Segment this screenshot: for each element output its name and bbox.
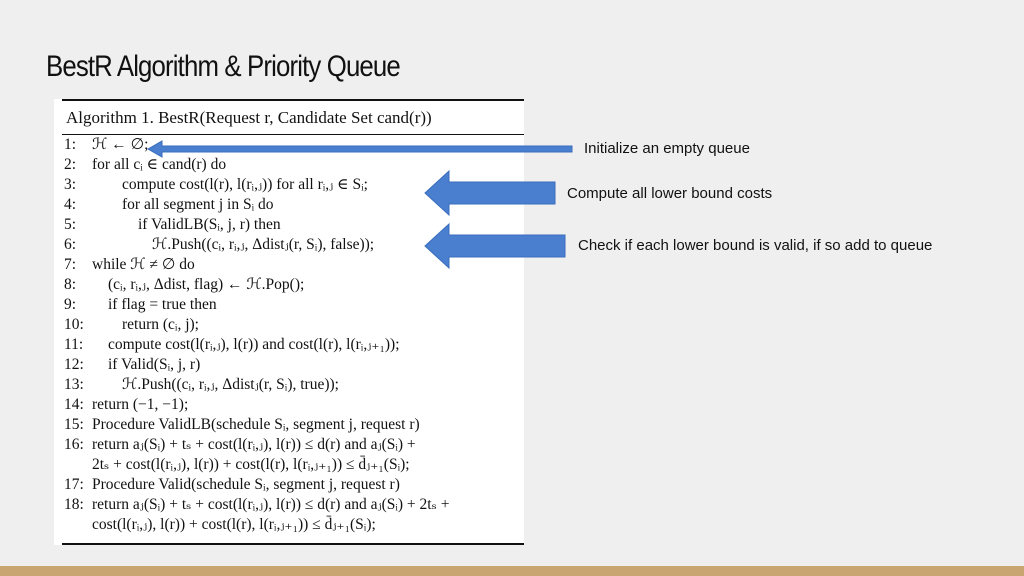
annotation-text: Initialize an empty queue xyxy=(584,140,750,157)
line-number: 17: xyxy=(64,476,84,493)
algo-line-6 xyxy=(64,235,374,255)
algo-line-7 xyxy=(64,255,195,275)
algo-line-10 xyxy=(64,315,199,335)
slide-title: BestR Algorithm & Priority Queue xyxy=(46,50,400,83)
algo-line-8 xyxy=(64,275,304,295)
line-code: if Valid(Sᵢ, j, r) xyxy=(108,356,201,373)
annotation-text: Compute all lower bound costs xyxy=(567,185,773,202)
line-code: return aⱼ(Sᵢ) + tₛ + cost(l(rᵢ,ⱼ), l(r)) ≤ d(r) and aⱼ(Sᵢ) + 2tₛ + xyxy=(92,496,450,513)
line-code: Procedure Valid(schedule Sᵢ, segment j, request r) xyxy=(92,476,400,493)
algo-line-18-cont xyxy=(64,515,376,535)
algo-line-14 xyxy=(64,395,188,415)
line-number: 6: xyxy=(64,236,77,253)
line-number: 1: xyxy=(64,136,77,153)
line-code: for all segment j in Sᵢ do xyxy=(122,196,274,213)
arrow-left-icon xyxy=(425,224,565,268)
line-number: 14: xyxy=(64,396,84,413)
algo-line-3 xyxy=(64,175,368,195)
line-code: Procedure ValidLB(schedule Sᵢ, segment j, request r) xyxy=(92,416,420,433)
line-code: while ℋ ≠ ∅ do xyxy=(92,256,195,273)
algo-line-4 xyxy=(64,195,274,215)
line-number: 9: xyxy=(64,296,77,313)
line-number: 11: xyxy=(64,336,84,353)
algo-line-17 xyxy=(64,475,400,495)
line-number: 5: xyxy=(64,216,77,233)
algo-line-15 xyxy=(64,415,420,435)
line-number: 7: xyxy=(64,256,77,273)
line-code: compute cost(l(r), l(rᵢ,ⱼ)) for all rᵢ,ⱼ ∈ Sᵢ; xyxy=(122,176,368,193)
line-code: return (cᵢ, j); xyxy=(122,316,199,333)
arrow-left-icon xyxy=(425,171,555,215)
algo-line-1 xyxy=(64,135,148,155)
bottom-accent-bar xyxy=(0,566,1024,576)
algo-line-12 xyxy=(64,355,200,375)
line-code: cost(l(rᵢ,ⱼ), l(r)) + cost(l(r), l(rᵢ,ⱼ₊₁)) ≤ d̄ⱼ₊₁(Sᵢ); xyxy=(92,516,376,533)
line-number: 2: xyxy=(64,156,77,173)
algo-line-18 xyxy=(64,495,449,515)
algo-line-11 xyxy=(64,335,400,355)
algo-line-16-cont xyxy=(64,455,410,475)
arrow-left-icon xyxy=(148,141,572,157)
line-code: for all cᵢ ∈ cand(r) do xyxy=(92,156,227,173)
line-number: 3: xyxy=(64,176,77,193)
algo-line-13 xyxy=(64,375,339,395)
annotation-compute-costs xyxy=(567,185,772,202)
line-code: 2tₛ + cost(l(rᵢ,ⱼ), l(r)) + cost(l(r), l(rᵢ,ⱼ₊₁)) ≤ d̄ⱼ₊₁(Sᵢ); xyxy=(92,456,410,473)
line-code: return aⱼ(Sᵢ) + tₛ + cost(l(rᵢ,ⱼ), l(r)) ≤ d(r) and aⱼ(Sᵢ) + xyxy=(92,436,416,453)
annotation-text: Check if each lower bound is valid, if so add to queue xyxy=(578,237,933,254)
line-code: compute cost(l(rᵢ,ⱼ), l(r)) and cost(l(r), l(rᵢ,ⱼ₊₁)); xyxy=(108,336,400,353)
line-number: 12: xyxy=(64,356,84,373)
annotation-initialize-queue xyxy=(584,140,750,157)
algorithm-box xyxy=(54,99,524,545)
line-code: if ValidLB(Sᵢ, j, r) then xyxy=(138,216,281,233)
line-number: 10: xyxy=(64,316,84,333)
line-number: 16: xyxy=(64,436,84,453)
line-code: ℋ.Push((cᵢ, rᵢ,ⱼ, Δdistⱼ(r, Sᵢ), false)); xyxy=(152,236,375,253)
algo-line-16 xyxy=(64,435,416,455)
bottom-rule xyxy=(62,543,524,545)
line-code: if flag = true then xyxy=(108,296,217,313)
line-number: 15: xyxy=(64,416,84,433)
line-code: ℋ.Push((cᵢ, rᵢ,ⱼ, Δdistⱼ(r, Sᵢ), true)); xyxy=(122,376,339,393)
line-number: 13: xyxy=(64,376,84,393)
line-number: 8: xyxy=(64,276,77,293)
algo-line-5 xyxy=(64,215,281,235)
line-code: return (−1, −1); xyxy=(92,396,189,413)
algorithm-header: Algorithm 1. BestR(Request r, Candidate Set cand(r)) xyxy=(66,108,432,127)
line-code: ℋ ← ∅; xyxy=(92,136,149,153)
top-rule xyxy=(62,99,524,101)
algo-line-2 xyxy=(64,155,226,175)
line-number: 4: xyxy=(64,196,77,213)
algo-line-9 xyxy=(64,295,217,315)
line-code: (cᵢ, rᵢ,ⱼ, Δdist, flag) ← ℋ.Pop(); xyxy=(108,276,305,293)
annotation-check-valid xyxy=(578,237,932,254)
line-number: 18: xyxy=(64,496,84,513)
